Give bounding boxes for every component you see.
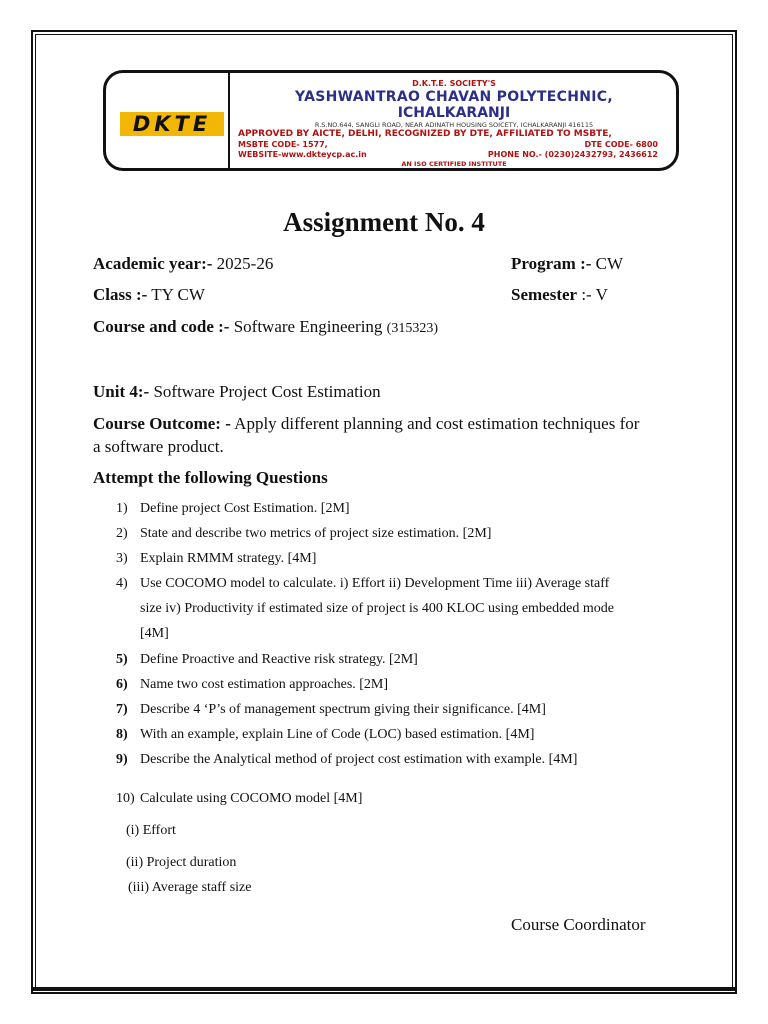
page-border-bottom <box>33 987 735 991</box>
dkte-logo: DKTE <box>120 112 224 136</box>
academic-year-value: 2025-26 <box>212 254 274 273</box>
outcome-value-line2: a software product. <box>93 437 224 456</box>
class-value: TY CW <box>147 285 205 304</box>
class-label: Class :- <box>93 285 148 304</box>
course-code: (315323) <box>386 321 438 336</box>
q10-sub-effort: (i) Effort <box>126 823 176 838</box>
question-text: With an example, explain Line of Code (LOC) based estimation. [4M] <box>140 727 535 742</box>
program-label: Program :- <box>511 254 592 273</box>
class <box>93 285 205 305</box>
dte-code: DTE CODE- 6800 <box>584 140 658 149</box>
academic-year-label: Academic year:- <box>93 254 213 273</box>
institute-header <box>103 70 679 171</box>
society-name: D.K.T.E. SOCIETY'S <box>412 79 496 88</box>
question-number: 3) <box>116 551 128 566</box>
question-number: 2) <box>116 526 128 541</box>
question-text: Use COCOMO model to calculate. i) Effort ii) Development Time iii) Average staff <box>140 576 610 591</box>
outcome-value-line1: Apply different planning and cost estimation techniques for <box>230 414 640 433</box>
question-text: State and describe two metrics of project size estimation. [2M] <box>140 526 492 541</box>
course-value: Software Engineering <box>229 317 387 336</box>
instruction-heading: Attempt the following Questions <box>93 468 328 487</box>
signature-course-coordinator: Course Coordinator <box>511 915 646 934</box>
question-number: 10) <box>116 791 135 806</box>
semester-label: Semester <box>511 285 578 304</box>
semester <box>511 285 608 305</box>
msbte-code: MSBTE CODE- 1577, <box>238 140 328 149</box>
unit <box>93 382 381 402</box>
question-text: Define project Cost Estimation. [2M] <box>140 501 350 516</box>
outcome-label: Course Outcome: - <box>93 414 231 433</box>
question-text-cont1: size iv) Productivity if estimated size of project is 400 KLOC using embedded mode <box>140 601 614 616</box>
course-outcome <box>93 414 639 434</box>
question-text: Define Proactive and Reactive risk strategy. [2M] <box>140 652 418 667</box>
question-text: Calculate using COCOMO model [4M] <box>140 791 363 806</box>
question-number: 6) <box>116 677 128 692</box>
question-number: 8) <box>116 727 128 742</box>
q10-sub-average-staff: (iii) Average staff size <box>128 880 252 895</box>
approval-text: APPROVED BY AICTE, DELHI, RECOGNIZED BY DTE, AFFILIATED TO MSBTE, <box>238 129 612 139</box>
question-text: Explain RMMM strategy. [4M] <box>140 551 317 566</box>
q10-sub-project-duration: (ii) Project duration <box>126 855 237 870</box>
question-text: Name two cost estimation approaches. [2M] <box>140 677 389 692</box>
academic-year <box>93 254 273 274</box>
program <box>511 254 623 274</box>
course-and-code <box>93 317 438 337</box>
website: WEBSITE-www.dkteycp.ac.in <box>238 150 367 159</box>
logo-cell <box>106 73 230 168</box>
program-value: CW <box>591 254 624 273</box>
question-text: Describe 4 ‘P’s of management spectrum giving their significance. [4M] <box>140 702 546 717</box>
iso-certified: AN ISO CERTIFIED INSTITUTE <box>401 160 507 168</box>
phone-numbers: PHONE NO.- (0230)2432793, 2436612 <box>487 150 658 159</box>
unit-value: Software Project Cost Estimation <box>149 382 381 401</box>
question-text-cont2: [4M] <box>140 626 169 641</box>
question-number: 4) <box>116 576 128 591</box>
question-text: Describe the Analytical method of project cost estimation with example. [4M] <box>140 752 578 767</box>
question-number: 1) <box>116 501 128 516</box>
semester-value: :- V <box>577 285 608 304</box>
institute-name-line1: YASHWANTRAO CHAVAN POLYTECHNIC, <box>295 89 613 105</box>
unit-label: Unit 4:- <box>93 382 150 401</box>
institute-details <box>232 73 676 168</box>
page-title: Assignment No. 4 <box>283 207 485 237</box>
institute-name-line2: ICHALKARANJI <box>397 105 511 121</box>
course-label: Course and code :- <box>93 317 230 336</box>
question-number: 7) <box>116 702 128 717</box>
institute-address: R.S.NO.644, SANGLI ROAD, NEAR ADINATH HOUSING SOICETY, ICHALKARANJI 416115 <box>314 121 594 129</box>
question-number: 9) <box>116 752 128 767</box>
question-number: 5) <box>116 652 128 667</box>
